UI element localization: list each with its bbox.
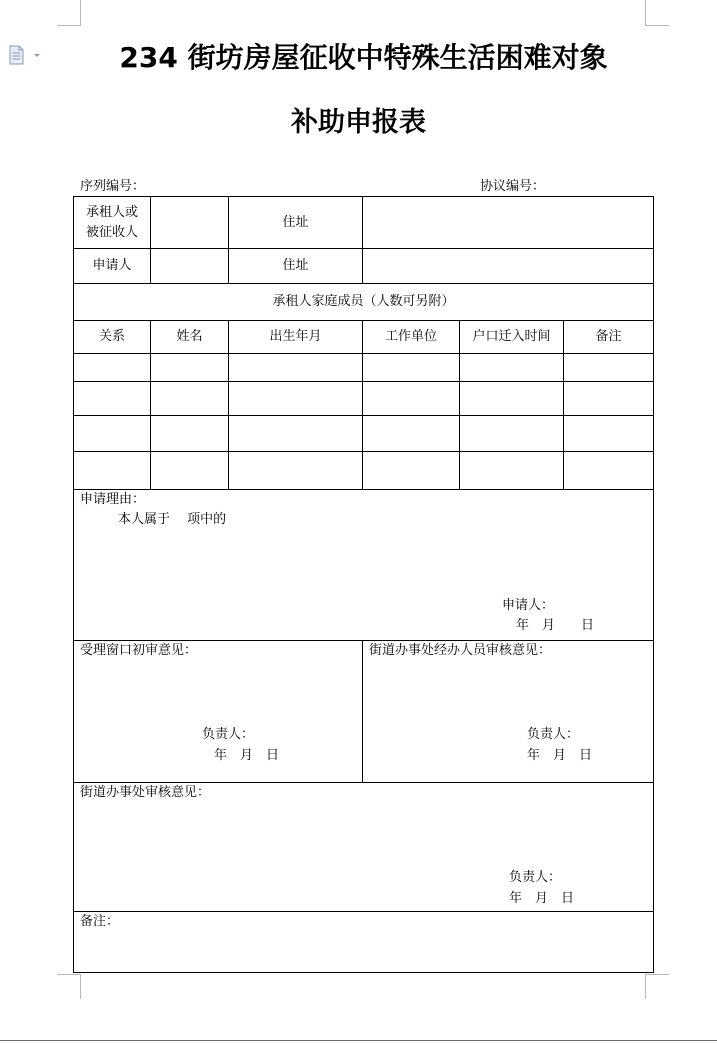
office-review-date: 年 月 日 xyxy=(509,891,575,906)
window-review-signer: 负责人： xyxy=(202,727,255,742)
agreement-number-label: 协议编号： xyxy=(480,179,546,194)
application-form-table xyxy=(73,196,654,973)
table-cell[interactable] xyxy=(229,416,363,452)
column-hukou-date: 户口迁入时间 xyxy=(460,321,564,354)
tenant-label: 承租人或被征收人 xyxy=(74,197,151,249)
crop-mark xyxy=(645,25,669,26)
remarks-section[interactable] xyxy=(74,912,654,973)
column-birth: 出生年月 xyxy=(229,321,363,354)
table-cell[interactable] xyxy=(151,416,229,452)
family-member-row xyxy=(74,416,654,452)
family-member-row xyxy=(74,382,654,416)
table-cell[interactable] xyxy=(151,382,229,416)
table-cell[interactable] xyxy=(229,354,363,382)
tenant-address-cell[interactable] xyxy=(363,197,654,249)
staff-review-date: 年 月 日 xyxy=(527,748,593,763)
table-cell[interactable] xyxy=(363,416,460,452)
table-cell[interactable] xyxy=(363,452,460,490)
serial-number-label: 序列编号： xyxy=(80,179,146,194)
tenant-name-cell[interactable] xyxy=(151,197,229,249)
column-relation: 关系 xyxy=(74,321,151,354)
crop-mark xyxy=(80,0,81,25)
table-cell[interactable] xyxy=(460,452,564,490)
tenant-address-label: 住址 xyxy=(229,197,363,249)
table-cell[interactable] xyxy=(564,452,654,490)
column-remarks: 备注 xyxy=(564,321,654,354)
applicant-label: 申请人 xyxy=(74,249,151,284)
crop-mark xyxy=(645,974,646,999)
column-name: 姓名 xyxy=(151,321,229,354)
table-cell[interactable] xyxy=(151,452,229,490)
table-cell[interactable] xyxy=(151,354,229,382)
table-cell[interactable] xyxy=(229,382,363,416)
crop-mark xyxy=(645,974,669,975)
table-cell[interactable] xyxy=(460,416,564,452)
table-cell[interactable] xyxy=(564,382,654,416)
applicant-signature-label: 申请人： xyxy=(502,598,555,613)
page-divider xyxy=(0,1040,717,1041)
table-cell[interactable] xyxy=(564,416,654,452)
table-cell[interactable] xyxy=(229,452,363,490)
family-member-row xyxy=(74,452,654,490)
crop-mark xyxy=(80,974,81,999)
applicant-date: 年 月 日 xyxy=(516,618,595,633)
table-cell[interactable] xyxy=(460,354,564,382)
table-cell[interactable] xyxy=(564,354,654,382)
remarks-label: 备注： xyxy=(80,914,120,929)
office-review-signer: 负责人： xyxy=(509,870,562,885)
crop-mark xyxy=(57,25,81,26)
table-cell[interactable] xyxy=(74,452,151,490)
staff-review-label: 街道办事处经办人员审核意见： xyxy=(369,643,552,658)
tenant-row xyxy=(74,197,654,249)
applicant-address-cell[interactable] xyxy=(363,249,654,284)
crop-mark xyxy=(57,974,81,975)
applicant-address-label: 住址 xyxy=(229,249,363,284)
applicant-row xyxy=(74,249,654,284)
page-subtitle: 补助申报表 xyxy=(291,107,426,138)
table-cell[interactable] xyxy=(460,382,564,416)
window-review-section[interactable] xyxy=(74,641,363,783)
column-workplace: 工作单位 xyxy=(363,321,460,354)
table-cell[interactable] xyxy=(363,354,460,382)
reason-label: 申请理由： xyxy=(80,492,146,507)
table-cell[interactable] xyxy=(363,382,460,416)
table-cell[interactable] xyxy=(74,382,151,416)
crop-mark xyxy=(645,0,646,25)
family-columns-header xyxy=(74,321,654,354)
family-member-row xyxy=(74,354,654,382)
application-reason-section[interactable] xyxy=(74,490,654,641)
page-title: 234 街坊房屋征收中特殊生活困难对象 xyxy=(119,41,608,74)
table-cell[interactable] xyxy=(74,416,151,452)
applicant-name-cell[interactable] xyxy=(151,249,229,284)
staff-review-signer: 负责人： xyxy=(527,727,580,742)
window-review-date: 年 月 日 xyxy=(214,748,280,763)
office-review-label: 街道办事处审核意见： xyxy=(80,785,211,800)
staff-review-section[interactable] xyxy=(363,641,654,783)
family-members-header: 承租人家庭成员（人数可另附） xyxy=(74,284,654,321)
table-cell[interactable] xyxy=(74,354,151,382)
office-review-section[interactable] xyxy=(74,783,654,912)
window-review-label: 受理窗口初审意见： xyxy=(80,643,198,658)
reason-text: 本人属于 项中的 xyxy=(118,512,227,527)
